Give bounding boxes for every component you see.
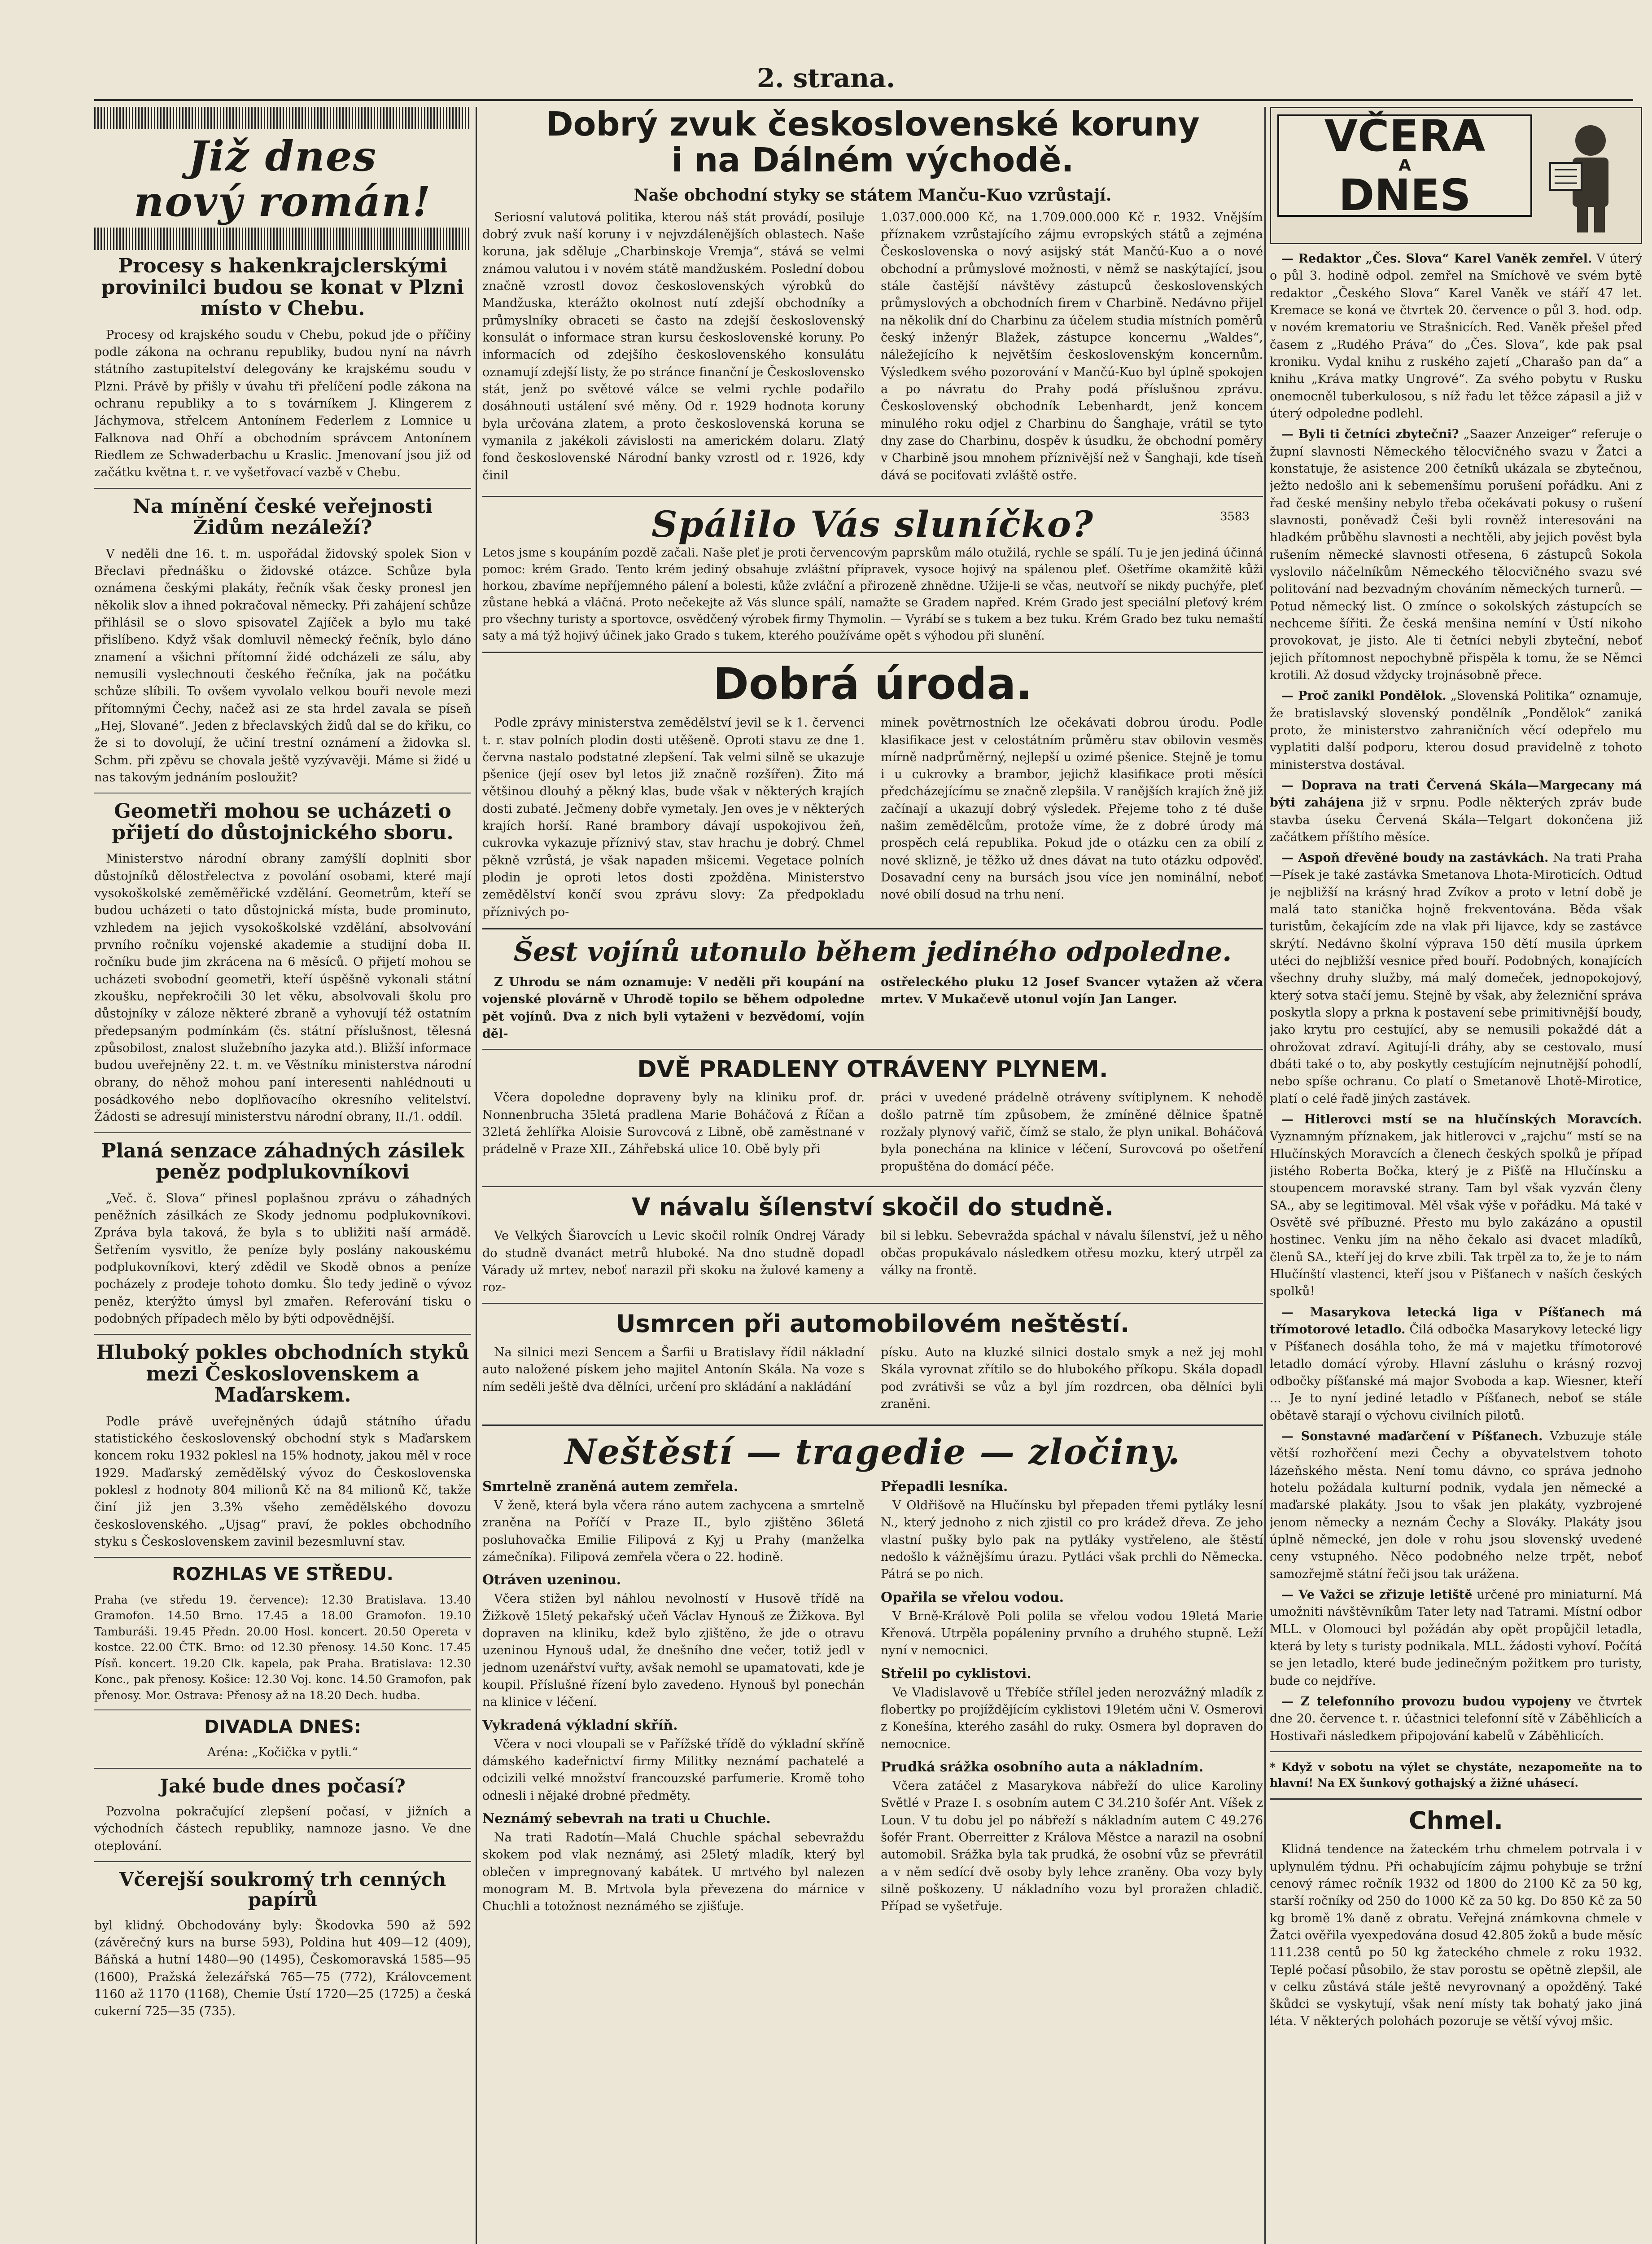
news-brief-text (1270, 1587, 1642, 1690)
divider (482, 1424, 1263, 1426)
item-body: Včera stižen byl náhlou nevolností v Husově třídě na Žižkově 15letý pekařský učeň Václav Hynouš ze Žižkova. Byl dopraven na kliniku, kdež bylo zjištěno, že jde o otravu uzeninou Hynouš udal, že dnešního dne večer, totiž jedl v jednom uzenářství vuřty, avšak nemohl se upamatovati, kde je koupil. Příslušné řízení bylo zavedeno. Hynouš byl ponechán na klinice v léčení. (482, 1592, 865, 1709)
masthead-word-2: A (1399, 156, 1411, 175)
item-headline: Neznámý sebevrah na trati u Chuchle. (482, 1811, 771, 1827)
news-brief (1270, 688, 1642, 774)
item-headline: Přepadli lesníka. (881, 1479, 1008, 1495)
item-headline: Smrtelně zraněná autem zemřela. (482, 1479, 739, 1495)
divider (1270, 1798, 1642, 1800)
lead-headline-line1: Dobrý zvuk československé koruny (546, 107, 1200, 144)
news-brief-body: určené pro miniaturní. Má umožniti návštěvníkům Tater lety nad Tatrami. Místní odbor MLL. v Olomouci byl požádán aby opět propůjčil letadla, která by lety s turisty podnikala. MLL. žádosti vyhoví. Počítá se jen letadlo, které bude jedinečným požitkem pro turisty, bude co nejdříve. (1270, 1587, 1642, 1688)
news-brief-headline: — Masarykova letecká liga v Píšťanech má třímotorové letadlo. (1270, 1305, 1642, 1337)
tragedy-section (482, 1473, 1263, 1915)
news-brief-body: již v srpnu. Podle některých zpráv bude stavba úseku Červená Skála—Telgart dokončena již začátkem příštího měsíce. (1270, 796, 1642, 844)
lead-headline-line2: i na Dálném východě. (671, 140, 1074, 180)
item-body: Včera zatáčel z Masarykova nábřeží do ulice Karoliny Světlé v Praze I. s osobním autem C 34.210 šofér Ant. Víšek z Loun. V tu dobu jel po nábřeží s nákladním autem C 49.276 šofér Frant. Oberreitter z Králova Městce a narazil na osobní automobil. Srážka byla tak prudká, že osobní vůz se převrátil a v něm sedící dvě osoby byly lehce zraněny. Oba vozy byly silně poškozeny. U nákladního vozu byl proražen chladič. Případ se vyšetřuje. (881, 1779, 1263, 1914)
news-brief-text (1270, 250, 1642, 422)
news-brief-headline: — Aspoň dřevěné boudy na zastávkách. (1281, 851, 1549, 865)
article-body: V neděli dne 16. t. m. uspořádal židovský spolek Sion v Břeclavi přednášku o židovské otázce. Schůze byla oznámena českými plakáty, řečník však česky pronesl jen několik slov a ihned pokračoval německy. Při zahájení schůze přihlásil se o slovo spisovatel Zajíček a bylo mu také přislíbeno. Když však domluvil německý řečník, bylo dáno znamení a všichni přítomní židé odcházeli ze sálu, aby nemusili vyslechnouti českého řečníka, jak na počátku schůze slíbili. To ovšem vyvolalo velkou bouři nevole mezi přítomnými Čechy, načež asi ze sta hrdel zavala se píseň „Hej, Slované“. Jeden z břeclavských židů dal se do křiku, co že si to dovolují, že učiní trestní oznámení a židovka sl. Schm. při zpěvu se chovala ještě vyzývavěji. Máme si židé u nas takovým jednáním posloužit? (94, 547, 471, 785)
news-brief (1270, 1111, 1642, 1301)
news-brief-headline: — Redaktor „Čes. Slova“ Karel Vaněk zemřel. (1281, 252, 1592, 266)
news-brief-headline: — Byli ti četníci zbytečni? (1281, 427, 1459, 442)
article-headline: Geometři mohou se ucházeti o přijetí do důstojnického sboru. (112, 800, 454, 844)
ad-number: 3583 (1219, 510, 1250, 524)
item-body: Na trati Radotín—Malá Chuchle spáchal sebevraždu skokem pod vlak neznámý, asi 25letý mladík, který byl oblečen v impregnovaný kabátek. U mrtvého byl nalezen monogram M. B. Mrtvola byla převezena do márnice v Chuchli a totožnost neznámého se zjišťuje. (482, 1831, 865, 1914)
car-body-left: Na silnici mezi Sencem a Šarfii u Bratislavy řídil nákladní auto naložené pískem jeho majitel Antonín Skála. Na voze s ním seděli ještě dva dělníci, určení pro skládání a nakládání (482, 1345, 865, 1394)
theatre-listing: Aréna: „Kočička v pytli.“ (207, 1745, 358, 1760)
news-brief (1270, 850, 1642, 1108)
novel-banner-line2: nový román! (134, 177, 432, 226)
item-headline: Opařila se vřelou vodou. (881, 1589, 1064, 1605)
column-masthead (1270, 107, 1642, 244)
soldiers-body-left: Z Uhrodu se nám oznamuje: V neděli při koupání na vojenské plovárně v Uhrodě topilo se během odpoledne pět vojínů. Dva z nich byli vytaženi v bezvědomí, vojín děl- (482, 975, 865, 1041)
news-brief-text (1270, 1304, 1642, 1424)
news-brief-body: „Slovenská Politika“ oznamuje, že bratislavský slovenský pondělník „Pondělok“ zaniká proto, že ministerstvo zahraničních věcí odepřelo mu vyplatiti další podporu, kterou dosud pravidelně z tohoto ministerstva dostával. (1270, 689, 1642, 772)
divider (94, 1334, 471, 1335)
ad-body: Letos jsme s koupáním pozdě začali. Naše pleť je proti červencovým paprskům málo otužilá, rychle se spálí. Tu je jen jediná účinná pomoc: krém Grado. Tento krém jediný obsahuje zvláštní přípravek, vysoce hojivý na spálenou pleť. Ošetříme okamžitě kůži horkou, zbavíme nepříjemného pálení a bolesti, kůže zvláční a přirozeně zhnědne. Užije-li se včas, neutvoří se nikdy puchýře, pleť zůstane hebká a vláčná. Proto nečekejte až Vás slunce spálí, namažte se Gradem napřed. Krém Grado jest speciální pleťový krém pro všechny turisty a sportovce, osvědčený výrobek firmy Thymolin. — Vyrábí se s tukem a bez tuku. Krém Grado bez tuku nemaští saty a má týž hojivý účinek jako Grado s tukem, kterého používáme opět s výhodou při slunění. (482, 546, 1263, 643)
masthead-word-3: DNES (1338, 170, 1471, 220)
divider (482, 928, 1263, 929)
item-headline: Otráven uzeninou. (482, 1572, 621, 1588)
lead-body-right: 1.037.000.000 Kč, na 1.709.000.000 Kč r. 1932. Vnějším příznakem vzrůstajícího zájmu evropských států a zejména Československa o nový asijský stát Mančú-Kuo a o nové obchodní a průmyslové možnosti, v němž se naskýtající, jsou stále častější návštěvy zástupců československých průmyslových a obchodních firem v Charbině. Nedávno přijel na několik dní do Charbinu za účelem studia místních poměrů český inženýr Blažek, zástupce koncernu „Waldes“, náležejícího k největším československým koncernům. Výsledkem svého pozorování v Mančú-Kuo byl úplně spokojen a po návratu do Prahy podá příslušnou zprávu. Československý obchodník Lebenhardt, jenž koncem minulého roku odjel z Charbinu do Šanghaje, vrátil se tyto dny zase do Charbinu, dospěv k úsudku, že obchodní poměry v Charbině jsou mnohem příznivější než v Šanghaji, kde tíseň dává se pociťovati zvláště ostře. (881, 210, 1263, 482)
soldiers-headline: Šest vojínů utonulo během jediného odpoledne. (513, 936, 1232, 968)
radio-schedule: Praha (ve středu 19. července): 12.30 Bratislava. 13.40 Gramofon. 14.50 Brno. 17.45 a 18.00 Gramofon. 19.10 Tamburáši. 19.45 Předn. 20.00 Hosl. koncert. 20.50 Opereta v kostce. 22.00 ČTK. Brno: od 12.30 přenosy. 14.50 Konc. 17.45 Písň. koncert. 19.20 Clk. kapela, pak Praha. Bratislava: 12.30 Konc., pak přenosy. Košice: 12.30 Voj. konc. 14.50 Gramofon, pak přenosy. Mor. Ostrava: Přenosy až na 18.20 Dech. hudba. (94, 1593, 471, 1702)
car-headline: Usmrcen při automobilovém neštěstí. (616, 1309, 1130, 1338)
tragedy-headline: Neštěstí — tragedie — zločiny. (564, 1432, 1181, 1473)
news-brief-headline: — Doprava na trati Červená Skála—Margecany má býti zahájena (1270, 778, 1642, 810)
stocks-headline: Včerejší soukromý trh cenných papírů (119, 1868, 446, 1911)
lead-body-left: Seriosní valutová politika, kterou náš stát provádí, posiluje dobrý zvuk naší koruny i v nejvzdálenějších oblastech. Naše koruna, jak sděluje „Charbinskoje Vremja“, stává se velmi známou valutou i v novém státě mandžuském. Poslední dobou značně vzrostl dovoz československých výrobků do Mandžuska, kterážto okolnost nutí zdejší obchodníky a průmyslníky obraceti se často na zdejší československý konsulát o informace stran kursu československé koruny. Po informacích od zdejšího československého konsulátu oznamují zdejší listy, že po stránce finanční je Československo stát, jenž po světové válce se velmi rychle podařilo dosáhnouti ustálení své měny. Od r. 1929 hodnota koruny byla určována zlatem, a proto československá koruna se vymanila z jakékoli závislosti na americkém dolaru. Zlatý fond československé Národní banky vzrostl od r. 1926, kdy činil (482, 210, 865, 482)
news-brief-body: ve čtvrtek dne 20. července t. r. účastnici telefonní sítě v Záběhlicích a Hostivaři následkem připojování kabelů v Záběhlicích. (1270, 1694, 1642, 1743)
news-brief-headline: — Proč zanikl Pondělok. (1281, 689, 1447, 703)
news-brief-body: Vyznamným příznakem, jak hitlerovci v „rajchu“ mstí se na Hlučínských Moravcích a členech českých spolků je případ jistého Roberta Bočka, který je z Pišťě na Hlučínsku a stoupencem moravské strany. Tam byl však vyzván členy SA., aby se legitimoval. Měl však výše v pořádku. Má také v Osvětě své příbuzné. Přesto mu bylo zakázáno a opustil hostinec. Venku jím na něho čekalo asi dvacet mladíků, členů SA., kteří jej do krve zbili. Tak trpěl za to, že je to nám Hlučínští vlastenci, kteří jsou v Pišťanech v naších českých spolků! (1270, 1130, 1642, 1299)
item-body: Ve Vladislavově u Třebíče střílel jeden nerozvážný mladík z flobertky po projíždějícím cyklistovi 19letém učni V. Osmerovi z Konešína, kterého zasáhl do ruky. Osmera byl dopraven do nemocnice. (881, 1685, 1263, 1751)
ad-headline: Spálilo Vás sluníčko? (651, 503, 1094, 546)
news-brief (1270, 1693, 1642, 1745)
decorative-banner (94, 107, 471, 129)
item-body: V Oldřišově na Hlučínsku byl přepaden třemi pytláky lesní N., který jednoho z nich zjistil co pro krádež dřeva. Ze jeho vlastní pušky bylo pak na pytláky vystřeleno, ale štěstí nedošlo k vážnějšímu úrazu. Pytláci však prchli do Německa. Pátrá se po nich. (881, 1499, 1263, 1582)
news-brief-headline: — Z telefonního provozu budou vypojeny (1281, 1694, 1571, 1709)
gas-body-right: práci v uvedené prádelně otráveny svítiplynem. K nehodě došlo patrně tím způsobem, že zmíněné dělnice špatně rozžaly plynový vařič, čímž se stalo, že plyn unikal. Boháčová byla ponechána na klinice v léčení, Surovcová po ošetření propuštěna do domácí péče. (881, 1091, 1263, 1174)
news-brief (1270, 777, 1642, 846)
gas-headline: DVĚ PRADLENY OTRÁVENY PLYNEM. (637, 1056, 1108, 1083)
article-headline: Na mínění české veřejnosti Židům nezáleží? (132, 495, 433, 539)
page-number: 2. strana. (756, 63, 896, 93)
column-center (482, 107, 1263, 2244)
news-brief-text (1270, 777, 1642, 846)
news-brief-headline: — Ve Važci se zřizuje letiště (1281, 1587, 1473, 1602)
news-brief-text (1270, 426, 1642, 684)
lead-subheadline: Naše obchodní styky se státem Manču-Kuo vzrůstají. (634, 185, 1112, 205)
article-body: Ministerstvo národní obrany zamýšlí doplniti sbor důstojníků dělostřelectva z povolání osobami, které mají vysokoškolské zeměměřické vzdělání. Geometrům, kteří se budou ucházeti o tato důstojnická místa, bude prominuto, vzhledem na jejich vysokoškolské vzdělání, absolvování prvního ročníku vojenské akademie a studijní doba II. ročníku bude jim zkrácena na 6 měsíců. O přijetí mohou se ucházeti svobodní geometři, kteří úspěšně vykonali státní zkoušku, nepřekročili 30 let věku, absolvovali školu pro důstojníky v záloze některé zbraně a vyhovují též ostatním předepsaným podmínkám (čs. státní příslušnost, tělesná způsobilost, znalost služebního jazyka atd.). Bližší informace budou uveřejněny 22. t. m. ve Věstníku ministerstva národní obrany, do něhož mohou paní interesenti nahlédnouti u posádkového nebo doplňovacího okresního velitelství. Žádosti se adresují ministerstvu národní obrany, II./1. oddíl. (94, 852, 471, 1124)
soldiers-body-right: ostřeleckého pluku 12 Josef Svancer vytažen až včera mrtev. V Mukačevě utonul vojín Jan Langer. (881, 975, 1263, 1007)
news-brief-headline: — Hitlerovci mstí se na hlučínských Moravcích. (1281, 1113, 1642, 1127)
news-brief-text (1270, 688, 1642, 774)
divider (482, 496, 1263, 497)
harvest-headline: Dobrá úroda. (713, 658, 1032, 709)
article-headline: Planá senzace záhadných zásilek peněz podplukovníkovi (101, 1139, 464, 1184)
article-headline: Hluboký pokles obchodních styků mezi Československem a Maďarskem. (96, 1341, 470, 1407)
divider (482, 652, 1263, 653)
item-body: V ženě, která byla včera ráno autem zachycena a smrtelně zraněna na Poříčí v Praze II., bylo zjištěno 36letá posluhovačka Emilie Filipová z Kyj u Prahy (manželka zámečníka). Filipová zemřela včera o 22. hodině. (482, 1499, 865, 1565)
well-body-right: bil si lebku. Sebevražda spáchal v návalu šílenství, jež u něho občas propukávalo následkem otřesu mozku, který utrpěl za války na frontě. (881, 1229, 1263, 1277)
item-headline: Vykradená výkladní skříň. (482, 1717, 678, 1733)
hops-headline: Chmel. (1409, 1806, 1503, 1835)
divider (94, 1557, 471, 1558)
news-brief-headline: — Sonstavné maďarčení v Píšťanech. (1281, 1429, 1543, 1443)
item-headline: Prudká srážka osobního auta a nákladním. (881, 1759, 1204, 1775)
masthead-title (1277, 111, 1532, 220)
divider (1270, 1751, 1642, 1752)
ad-note: * Když v sobotu na výlet se chystáte, nezapomeňte na to hlavní! Na EX šunkový gothajský a žižné uhásecí. (1270, 1760, 1642, 1790)
news-brief (1270, 1587, 1642, 1690)
article-headline: Procesy s hakenkrajclerskými provinilci budou se konat v Plzni místo v Chebu. (101, 254, 464, 320)
news-brief-body: Na trati Praha—Písek je také zastávka Smetanova Lhota-Miroticích. Odtud je nejbližší na krásný hrad Zvíkov a proto v letní době je malá tato stanička hojně frekventována. Běda však turistům, čekajícím zde na vlak při lijavce, kdy se zastávce skrýtí. Nedávno školní výprava 150 dětí musila úprkem utéci do nejbližší vesnice před bouří. Podobných, konajících všechny druhy služby, má malý domeček, jednopokojový, který sotva stačí jemu. Stejně by však, aby železniční správa poskytla slopy a prkna k postavení sebe primitivnější boudy, jako krytu pro cestující, aby se nemusili pokaždé dát a ohrožovat zdraví. Agitují-li dráhy, aby se cestovalo, musí dbáti také o to, aby poskytly cestujícím nejnutnější pohodlí, nebo spíše ochranu. Co platí o Smetanově Lhotě-Mirotice, platí o celé řadě jiných zastávek. (1270, 851, 1642, 1106)
news-brief-body: „Saazer Anzeiger“ referuje o župní slavnosti Německého tělocvičného svazu v Žatci a konstatuje, že asistence 200 četníků ukázala se zbytečnou, ježto nedošlo ani k sebemenšímu porušení pořádku. Ani z řad české menšiny nebylo třeba očekávati pokusy o rušení slavnosti, poněvadž Češi byli rovněž interesováni na hladkém průběhu slavnosti a nechtěli, aby jejich pověst byla rušením německé slavnosti otřesena, 6 zástupců Sokola vyslovilo náčelníkům Německého tělocvičného svazu své politování nad bezvadným chováním německých turnerů. — Potud německý list. O zmínce o sokolských zástupcích se nechceme šířiti. Že česká menšina nemíní v Ústí nikoho provokovat, je jisto. Ale ti četníci nebyli zbyteční, neboť jejich přítomnost nepochybně přispěla k tomu, že se Němci krotili. Až dosud vždycky trojnásobně přece. (1270, 427, 1642, 682)
weather-headline: Jaké bude dnes počasí? (160, 1775, 406, 1797)
hops-body: Klidná tendence na žateckém trhu chmelem potrvala i v uplynulém týdnu. Při ochabujícím zájmu pohybuje se tržní cenový rámec ročník 1932 od 1800 do 2100 Kč za 50 kg, starší ročníky od 250 do 1000 Kč za 50 kg. Do 850 Kč za 50 kg bromě 1% daně z obratu. Veřejná známkovna chmele v Žatci ověřila vyexpedována dosud 42.805 žoků a bude měsíc 111.238 centů po 50 kg žateckého chmele z roku 1932. Teplé počasí působilo, že stav porostu se opětně zlepšil, ale v celku zůstává stále ještě nevyrovnaný a opožděný. Také škůdci se vyskytují, však není místy tak bohatý jako jiná léta. V některých polohách pozoruje se větší vývoj mšic. (1270, 1842, 1642, 2029)
divider (94, 1709, 471, 1710)
car-body-right: písku. Auto na kluzké silnici dostalo smyk a než jej mohl Skála vyrovnat zřítilo se do hlubokého příkopu. Skála dopadl pod zvrátivši se vůz a byl jím rozdrcen, oba dělníci byli zraněni. (881, 1345, 1263, 1411)
divider (482, 1303, 1263, 1304)
theatre-headline: DIVADLA DNES: (204, 1717, 361, 1738)
column-right (1270, 107, 1642, 2244)
stocks-body: byl klidný. Obchodovány byly: Škodovka 590 až 592 (závěrečný kurs na burse 593), Poldina hut 409—12 (409), Báňská a hutní 1480—90 (1495), Českomoravská 1585—95 (1600), Pražská železářská 765—75 (772), Královcement 1160 až 1170 (1168), Chemie Ústí 1720—25 (1725) a česká cukerní 725—35 (735). (94, 1918, 471, 2019)
divider (94, 1861, 471, 1862)
harvest-body-right: minek povětrnostních lze očekávati dobrou úrodu. Podle klasifikace jest v celostátním průměru stav obilovin vesměs mírně nadprůměrný, nejlepší u ozimé pšenice. Stejně je tomu i u cukrovky a brambor, jejichž klasifikace proti měsíci předcházejícímu se značně zlepšila. V ranějších krajích žně již začínají a ukazují dobrý výsledek. Přejeme toho z té duše našim zemědělcům, protože víme, že z dobré úrody má prospěch celá republika. Pokud jde o otázku cen za obilí z nové sklizně, je těžko už dnes dávat na tuto otázku odpověď. Dosavadní ceny na bursách jsou více jen nominální, neboť nové obilí dosud na trhu není. (881, 716, 1263, 902)
well-headline: V návalu šílenství skočil do studně. (631, 1193, 1114, 1222)
divider (94, 1132, 471, 1133)
item-headline: Střelil po cyklistovi. (881, 1665, 1031, 1682)
divider (482, 1049, 1263, 1050)
column-divider (476, 107, 477, 2244)
news-brief-text (1270, 1693, 1642, 1745)
news-brief-text (1270, 1428, 1642, 1583)
header-rule (94, 99, 1633, 101)
column-left (94, 107, 471, 2244)
news-brief (1270, 1428, 1642, 1583)
article-body: „Več. č. Slova“ přinesl poplašnou zprávu o záhadných peněžních zásilkách ze Skody jednomu podplukovníkovi. Zpráva byla taková, že byla s to ubližiti naší armádě. Šetřením vysvitlo, že peníze byly poslány nakouskému podplukovníkovi, který zdědil ve Skodě obnos a peníze pocházely z prodeje tohoto domku. Šlo tedy jedině o vývoz peněz, kterýžto úmysl byl zmařen. Referování tisku o podobných případech mělo by býti odpovědnější. (94, 1191, 471, 1326)
divider (94, 1768, 471, 1769)
divider (94, 488, 471, 489)
item-body: V Brně-Králově Poli polila se vřelou vodou 19letá Marie Křenová. Utrpěla popáleniny prvního a druhého stupně. Leží nyní v nemocnici. (881, 1609, 1263, 1658)
newsboy-illustration-icon (1541, 114, 1635, 235)
novel-banner-line1: Již dnes (188, 132, 377, 180)
news-brief-body: Čilá odbočka Masarykovy letecké ligy v Píšťanech dosáhla toho, že má v majetku třímotorové letadlo domácí výroby. Hlavní zásluhu o krásný rozvoj odbočky píšťanské má major Svoboda a kap. Wiesner, kteří ... Je to nyní jediné letadlo v Píšťanech, neboť se stále obětavě starají o výchovu civilních pilotů. (1270, 1323, 1642, 1423)
weather-body: Pozvolna pokračující zlepšení počasí, v jižních a východních částech republiky, namnoze jasno. Ve dne oteplování. (94, 1804, 471, 1853)
advertisement (482, 505, 1263, 644)
news-brief-text (1270, 1111, 1642, 1301)
harvest-body-left: Podle zprávy ministerstva zemědělství jevil se k 1. červenci t. r. stav polních plodin dosti utěšeně. Oproti stavu ze dne 1. června nastalo podstatné zlepšení. Tak velmi silně se ukazuje pšenice (její osev byl letos již značně rozšířen). Žito má většinou dlouhý a pěkný klas, bude však v některých krajích dosti zubaté. Ječmeny dobře vymetaly. Jen oves je v některých krajích horší. Rané brambory dávají uspokojivou žeň, cukrovka vykazuje příznivý stav, stav hrachu je dobrý. Chmel pěkně vzrůstá, je však napaden mšicemi. Vegetace polních plodin je oproti letos dosti zpožděna. Ministerstvo zemědělství končí svou zprávu slovy: Za předpokladu příznivých po- (482, 716, 865, 919)
radio-headline: ROZHLAS VE STŘEDU. (172, 1564, 393, 1585)
news-brief-body: Vzbuzuje stále větší rozhořčení mezi Čechy a obyvatelstvem tohoto lázeňského města. Není tomu dávno, co správa jednoho hotelu požádala kulturní podnik, vydala jen německé a maďarské plakáty. Jsou to však jen plakáty, vyzbrojené jenom německy a neznám Čechy a Slováky. Plakáty jsou úplně německé, jen dole v rohu jsou slovenský uvedené ceny vstupného. Něco podobného nelze trpět, neboť samozřejmě státní řeči jsou tak urážena. (1270, 1429, 1642, 1581)
gas-body-left: Včera dopoledne dopraveny byly na kliniku prof. dr. Nonnenbrucha 35letá pradlena Marie Boháčová z Říčan a 32letá žehlířka Aloisie Surovcová z Libně, obě zaměstnané v prádelně v Praze XII., Záhřebská ulice 10. Obě byly při (482, 1091, 865, 1157)
divider (482, 1186, 1263, 1187)
masthead-word-1: VČERA (1324, 111, 1486, 161)
well-body-left: Ve Velkých Šiarovcích u Levic skočil rolník Ondrej Várady do studně dvanáct metrů hluboké. Na dno studně dopadl Várady už mrtev, neboť narazil při skoku na žulové kameny a roz- (482, 1229, 865, 1295)
item-body: Včera v noci vloupali se v Pařížské třídě do výkladní skříně dámského kadeřnictví firmy Militky neznámí pachatelé a odcizili velké množství francouzské parfumerie. Kromě toho odnesli i nějaké drobné předměty. (482, 1737, 865, 1803)
decorative-banner (94, 228, 471, 250)
column-divider (1264, 107, 1266, 2244)
news-brief-text (1270, 850, 1642, 1108)
news-brief-body: V úterý o půl 3. hodině odpol. zemřel na Smíchově ve svém bytě redaktor „Českého Slova“ Karel Vaněk ve stáří 47 let. Kremace se koná ve čtvrtek 20. července o půl 3. hod. odp. v novém krematoriu ve Strašnicích. Red. Vaněk přešel před časem z „Rudého Práva“ do „Čes. Slova“, kde pak psal kroniku. Vydal knihu z ruského zajetí „Charašo pan da“ a knihu „Kráva matky Ungrové“. Za svého pobytu v Rusku onemocněl tuberkulosou, s níž řadu let těžce zápasil a již v úterý odpoledne podlehl. (1270, 252, 1642, 421)
article-body: Procesy od krajského soudu v Chebu, pokud jde o příčiny podle zákona na ochranu republiky, budou nyní na návrh státního zastupitelství delegovány ke krajskému soudu v Plzni. Právě by přišly v úvahu tři přelíčení podle zákona na ochranu republiky a to s továrníkem J. Klingerem z Jáchymova, střelcem Antonínem Federlem z Lomnice u Falknova nad Ohří a obchodním správcem Antonínem Riedlem ze Schwaderbachu u Kraslic. Jmenovaní jsou již od začátku května t. r. ve vyšetřovací vazbě v Chebu. (94, 328, 471, 480)
news-brief (1270, 1304, 1642, 1424)
article-body: Podle právě uveřejněných údajů státního úřadu statistického československý obchodní styk s Maďarskem koncem roku 1932 poklesl na 15% hodnoty, jakou měl v roce 1929. Maďarský zemědělský vývoz do Československa poklesl z hodnoty 804 milionů Kč na 84 milionů Kč, takže činí již jen 3.3% všeho zemědělského dovozu československého. „Ujsag“ praví, že pokles obchodního styku s Československem zavinil bezesmluvní stav. (94, 1414, 471, 1549)
news-brief (1270, 250, 1642, 422)
news-brief (1270, 426, 1642, 684)
